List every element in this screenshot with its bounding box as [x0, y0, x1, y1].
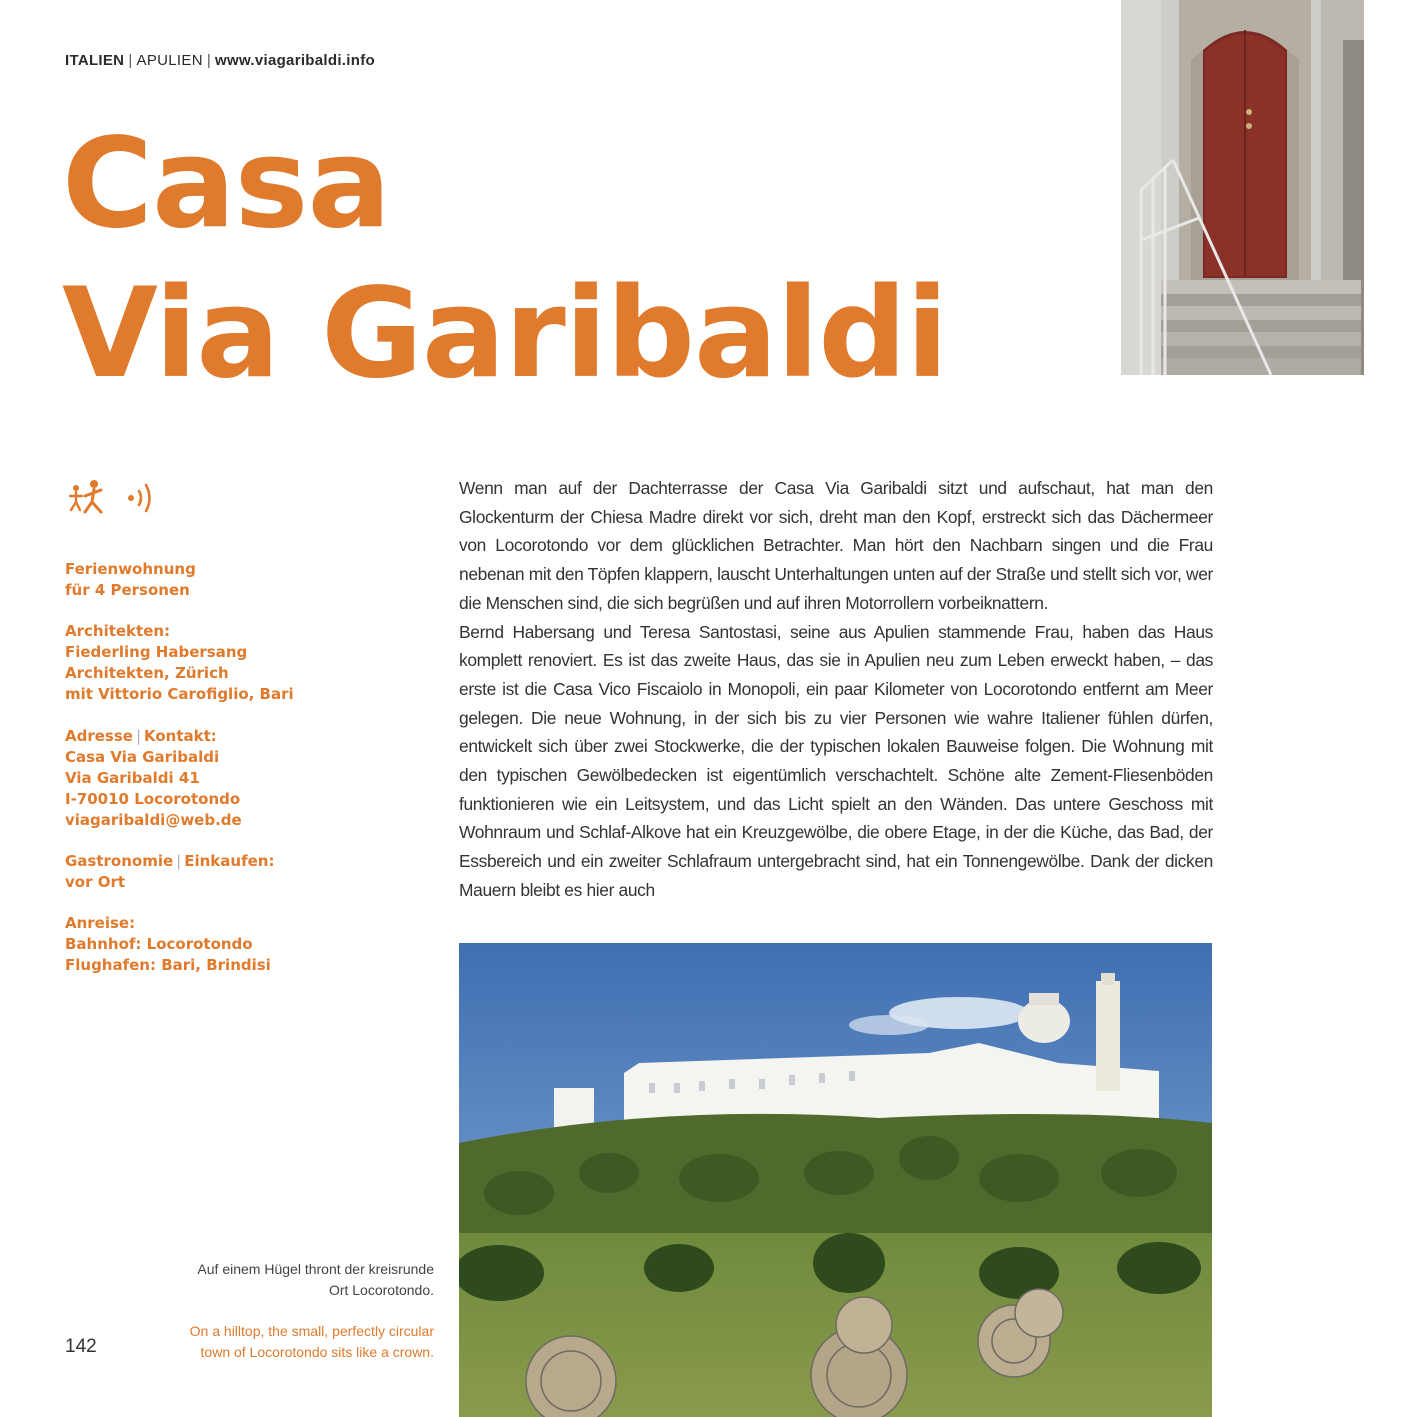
gastronomy-info: Gastronomie | Einkaufen: vor Ort [65, 851, 365, 893]
travel-label: Anreise: [65, 914, 136, 932]
photo-caption-english: On a hilltop, the small, perfectly circular town of Locorotondo sits like a crown. [189, 1323, 434, 1360]
photo-caption-german: Auf einem Hügel thront der kreisrunde Ort Locorotondo. [197, 1261, 434, 1298]
breadcrumb-country: ITALIEN [65, 52, 125, 69]
architects-info: Architekten: Fiederling Habersang Architekten, Zürich mit Vittorio Carofiglio, Bari [65, 621, 365, 705]
email-link[interactable]: viagaribaldi@web.de [65, 811, 242, 829]
paragraph: Wenn man auf der Dachterrasse der Casa Via Garibaldi sitzt und aufschaut, hat man den Glockenturm der Chiesa Madre direkt vor sich, dreht man den Kopf, erstreckt sich das Dächermeer von Locorotondo vor dem glücklichen Betrachter. Man hört den Nachbarn singen und die Frau nebenan mit den Töpfen klappern, lauscht Unterhaltungen unten auf der Straße und stellt sich vor, wer die Menschen sind, die sich begrüßen und auf ihren Motorrollern vorbeiknattern. [459, 478, 1213, 613]
page-number: 142 [65, 1336, 97, 1357]
accommodation-type: Ferienwohnung für 4 Personen [65, 560, 196, 599]
website-link[interactable]: www.viagaribaldi.info [215, 52, 375, 69]
wifi-signal-icon [128, 485, 150, 511]
breadcrumb-separator: | [128, 52, 133, 69]
amenity-icons [65, 478, 165, 523]
breadcrumb-separator: | [206, 52, 212, 69]
travel-info: Anreise: Bahnhof: Locorotondo Flughafen: Bari, Brindisi [65, 913, 365, 976]
article-body [459, 474, 1213, 905]
address-contact-info: Adresse | Kontakt: Casa Via Garibaldi Via Garibaldi 41 I-70010 Locorotondo viagaribaldi@web.de [65, 726, 365, 831]
breadcrumb-region: APULIEN [136, 52, 203, 69]
gastronomy-label: Gastronomie | Einkaufen: [65, 852, 275, 870]
paragraph: Bernd Habersang und Teresa Santostasi, seine aus Apulien stammende Frau, haben das Haus komplett renoviert. Es ist das zweite Haus, das sie in Apulien neu zum Leben erweckt haben, – das erste ist die Casa Vico Fiscaiolo in Monopoli, ein paar Kilometer von Locorotondo entfernt am Meer gelegen. Die neue Wohnung, in der sich bis zu vier Personen wie wahre Italiener fühlen dürfen, entwickelt sich über zwei Stockwerke, die der typischen lokalen Bauweise folgen. Die Wohnung mit den typischen Gewölbedecken ist eigentümlich verschachtelt. Schöne alte Zement-Fliesenböden funktionieren wie ein Leitsystem, und das Licht spielt an den Wänden. Das untere Geschoss mit Wohnraum und Schlaf-Alkove hat ein Kreuzgewölbe, die obere Etage, in der die Küche, das Bad, der Essbereich und ein zweiter Schlafraum untergebracht sind, hat ein Tonnengewölbe. Dank der dicken Mauern bleibt es hier auch [459, 621, 1213, 900]
door-photo [1121, 0, 1364, 375]
breadcrumb [65, 52, 375, 69]
page-title-line-1: Casa [62, 112, 391, 256]
town-photo [459, 943, 1212, 1417]
page-title-line-2: Via Garibaldi [62, 262, 948, 406]
architects-label: Architekten: [65, 622, 171, 640]
family-children-icon [70, 480, 101, 512]
address-label: Adresse | Kontakt: [65, 727, 217, 745]
